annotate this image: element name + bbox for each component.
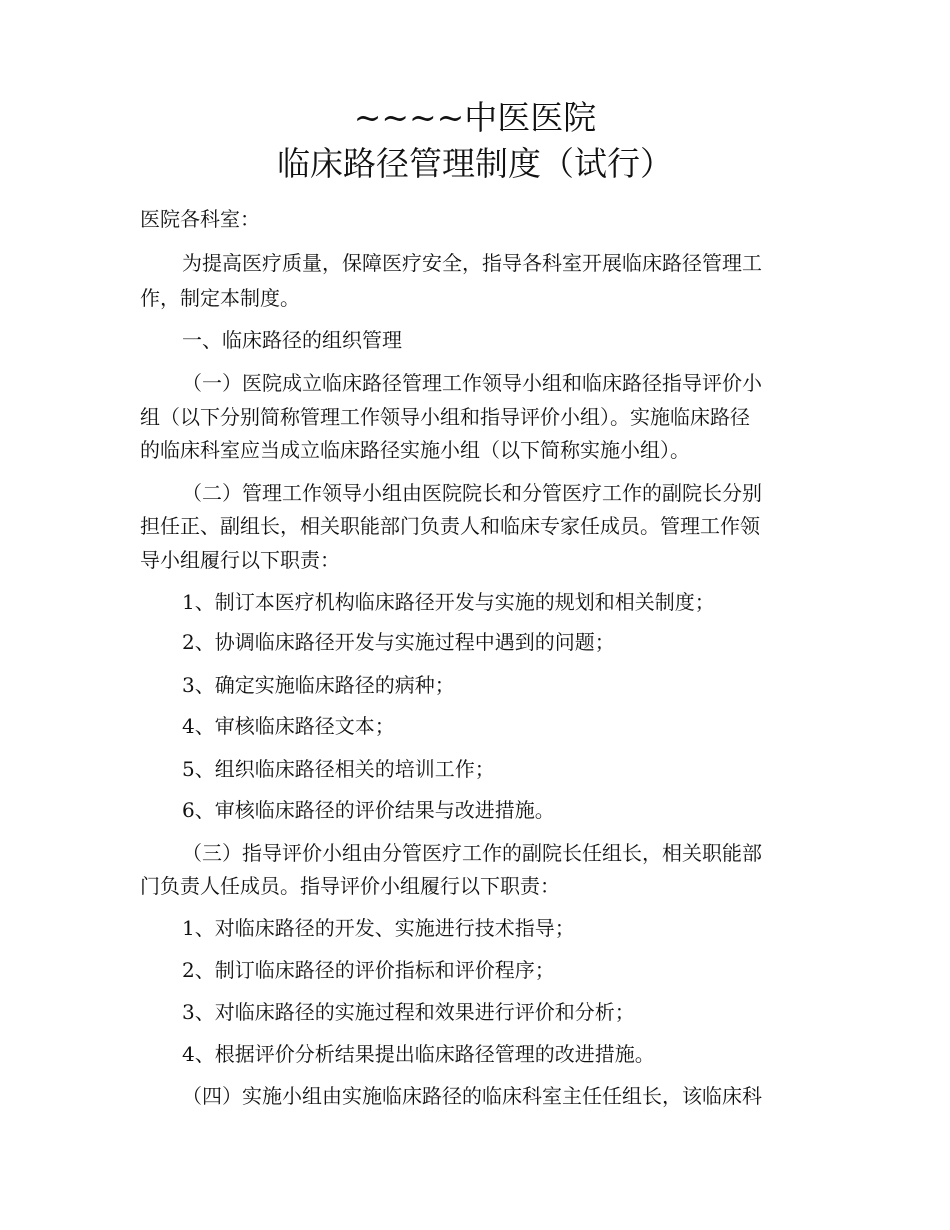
body-line: 为提高医疗质量，保障医疗安全，指导各科室开展临床路径管理工: [182, 251, 762, 275]
body-line: （二）管理工作领导小组由医院院长和分管医疗工作的副院长分别: [182, 481, 762, 505]
list-item: 2、协调临床路径开发与实施过程中遇到的问题；: [182, 630, 615, 654]
document-title: 临床路径管理制度（试行）: [277, 144, 673, 183]
body-line: 门负责人任成员。指导评价小组履行以下职责：: [140, 874, 560, 898]
body-line: 组（以下分别简称管理工作领导小组和指导评价小组）。实施临床路径: [140, 405, 750, 429]
list-item: 4、审核临床路径文本；: [182, 714, 395, 738]
body-line: （一）医院成立临床路径管理工作领导小组和临床路径指导评价小: [182, 371, 762, 395]
body-line: 导小组履行以下职责：: [140, 548, 340, 572]
list-item: 2、制订临床路径的评价指标和评价程序；: [182, 958, 555, 982]
list-item: 3、对临床路径的实施过程和效果进行评价和分析；: [182, 1000, 635, 1024]
list-item: 5、组织临床路径相关的培训工作；: [182, 757, 495, 781]
list-item: 1、制订本医疗机构临床路径开发与实施的规划和相关制度；: [182, 590, 715, 614]
salutation: 医院各科室：: [140, 207, 260, 231]
body-line: 作，制定本制度。: [140, 286, 300, 310]
body-line: 的临床科室应当成立临床路径实施小组（以下简称实施小组）。: [140, 438, 690, 462]
hospital-title: ~~~~中医医院: [353, 98, 597, 137]
body-line: （四）实施小组由实施临床路径的临床科室主任任组长，该临床科: [182, 1084, 762, 1108]
list-item: 1、对临床路径的开发、实施进行技术指导；: [182, 916, 575, 940]
section-heading: 一、临床路径的组织管理: [182, 328, 402, 352]
list-item: 4、根据评价分析结果提出临床路径管理的改进措施。: [182, 1042, 655, 1066]
list-item: 6、审核临床路径的评价结果与改进措施。: [182, 798, 555, 822]
list-item: 3、确定实施临床路径的病种；: [182, 673, 455, 697]
body-line: 担任正、副组长，相关职能部门负责人和临床专家任成员。管理工作领: [140, 514, 760, 538]
body-line: （三）指导评价小组由分管医疗工作的副院长任组长，相关职能部: [182, 841, 762, 865]
